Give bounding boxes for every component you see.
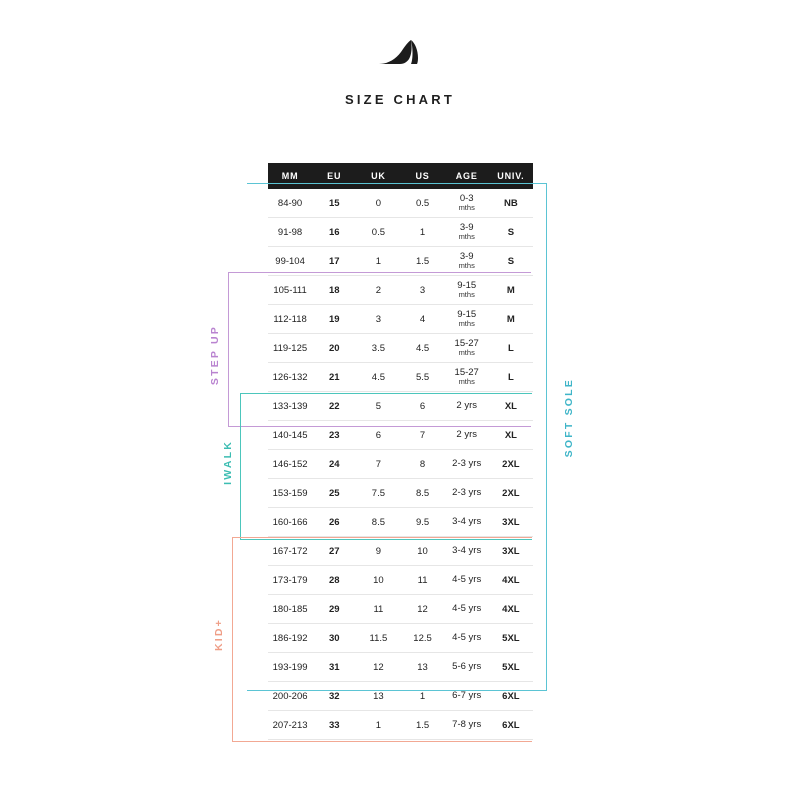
size-chart-table [268,163,533,740]
cell-us: 1.5 [400,247,444,276]
cell-eu: 20 [312,334,356,363]
cell-age [445,566,489,595]
cell-eu: 29 [312,595,356,624]
cell-us: 3 [400,276,444,305]
cell-univ: XL [489,392,533,421]
table-row [268,537,533,566]
cell-us: 8.5 [400,479,444,508]
table-row [268,305,533,334]
table-row [268,421,533,450]
bracket-label-soft-sole: SOFT SOLE [563,378,575,458]
column-header-mm: MM [268,163,312,189]
cell-univ: 4XL [489,595,533,624]
cell-age [445,595,489,624]
cell-univ: 6XL [489,711,533,740]
cell-univ: 3XL [489,537,533,566]
age-main: 4-5 yrs [452,603,482,615]
table-row [268,479,533,508]
cell-age [445,363,489,392]
age-main: 15-27 [454,338,479,350]
brand-logo [0,38,800,68]
cell-age [445,334,489,363]
table-row [268,392,533,421]
table-row [268,218,533,247]
cell-uk: 2 [356,276,400,305]
age-main: 2 yrs [456,429,477,441]
cell-age [445,392,489,421]
cell-us: 1 [400,218,444,247]
cell-us: 8 [400,450,444,479]
age-main: 3-4 yrs [452,516,482,528]
age-main: 9-15 [457,309,477,321]
cell-mm: 133-139 [268,392,312,421]
cell-uk: 4.5 [356,363,400,392]
cell-age [445,508,489,537]
table-row [268,682,533,711]
cell-mm: 173-179 [268,566,312,595]
cell-univ: M [489,276,533,305]
cell-eu: 25 [312,479,356,508]
table-row [268,247,533,276]
cell-us: 4.5 [400,334,444,363]
age-unit: mths [458,261,475,271]
table-body [268,189,533,740]
cell-uk: 12 [356,653,400,682]
cell-uk: 9 [356,537,400,566]
cell-eu: 28 [312,566,356,595]
age-main: 2-3 yrs [452,458,482,470]
cell-univ: 6XL [489,682,533,711]
age-main: 6-7 yrs [452,690,482,702]
cell-univ: 2XL [489,479,533,508]
column-header-uk: UK [356,163,400,189]
cell-age [445,450,489,479]
size-chart-table-wrap [268,163,533,740]
table-row [268,508,533,537]
table-row [268,450,533,479]
cell-age [445,247,489,276]
cell-mm: 186-192 [268,624,312,653]
table-row [268,595,533,624]
age-main: 9-15 [457,280,477,292]
cell-eu: 31 [312,653,356,682]
table-row [268,566,533,595]
cell-us: 10 [400,537,444,566]
table-row [268,334,533,363]
cell-age [445,711,489,740]
cell-mm: 207-213 [268,711,312,740]
cell-uk: 13 [356,682,400,711]
cell-uk: 8.5 [356,508,400,537]
cell-mm: 126-132 [268,363,312,392]
cell-univ: 5XL [489,653,533,682]
cell-mm: 153-159 [268,479,312,508]
cell-univ: NB [489,189,533,218]
cell-mm: 146-152 [268,450,312,479]
age-main: 2-3 yrs [452,487,482,499]
cell-uk: 1 [356,247,400,276]
age-unit: mths [458,348,475,358]
cell-age [445,479,489,508]
cell-us: 12.5 [400,624,444,653]
bracket-label-kid-plus: KID+ [213,618,225,652]
cell-us: 11 [400,566,444,595]
cell-mm: 167-172 [268,537,312,566]
cell-mm: 180-185 [268,595,312,624]
age-main: 5-6 yrs [452,661,482,673]
age-main: 7-8 yrs [452,719,482,731]
cell-eu: 30 [312,624,356,653]
cell-uk: 11 [356,595,400,624]
table-row [268,363,533,392]
table-header [268,163,533,189]
column-header-age: AGE [445,163,489,189]
age-main: 2 yrs [456,400,477,412]
cell-univ: S [489,247,533,276]
cell-us: 12 [400,595,444,624]
cell-eu: 32 [312,682,356,711]
bracket-label-step-up: STEP UP [209,325,221,386]
age-unit: mths [458,203,475,213]
table-header-row [268,163,533,189]
cell-age [445,653,489,682]
cell-mm: 193-199 [268,653,312,682]
cell-age [445,537,489,566]
cell-univ: XL [489,421,533,450]
age-main: 0-3 [459,193,474,205]
table-row [268,189,533,218]
cell-eu: 24 [312,450,356,479]
cell-univ: L [489,363,533,392]
column-header-eu: EU [312,163,356,189]
age-unit: mths [458,377,475,387]
cell-mm: 99-104 [268,247,312,276]
cell-uk: 1 [356,711,400,740]
age-unit: mths [458,290,475,300]
cell-uk: 3 [356,305,400,334]
table-row [268,653,533,682]
cell-uk: 0.5 [356,218,400,247]
cell-age [445,189,489,218]
age-unit: mths [458,232,475,242]
cell-uk: 7 [356,450,400,479]
bracket-label-iwalk: IWALK [222,440,234,485]
cell-univ: 3XL [489,508,533,537]
column-header-univ: UNIV. [489,163,533,189]
cell-age [445,682,489,711]
cell-uk: 6 [356,421,400,450]
cell-eu: 16 [312,218,356,247]
column-header-us: US [400,163,444,189]
cell-eu: 26 [312,508,356,537]
cell-age [445,305,489,334]
cell-eu: 17 [312,247,356,276]
table-row [268,624,533,653]
cell-eu: 21 [312,363,356,392]
age-main: 3-9 [459,251,474,263]
cell-eu: 19 [312,305,356,334]
cell-eu: 33 [312,711,356,740]
cell-uk: 11.5 [356,624,400,653]
cell-us: 5.5 [400,363,444,392]
cell-mm: 112-118 [268,305,312,334]
table-row [268,276,533,305]
cell-univ: 5XL [489,624,533,653]
cell-age [445,624,489,653]
age-main: 3-9 [459,222,474,234]
cell-uk: 3.5 [356,334,400,363]
cell-us: 1.5 [400,711,444,740]
cell-eu: 18 [312,276,356,305]
cell-us: 9.5 [400,508,444,537]
cell-eu: 15 [312,189,356,218]
cell-us: 7 [400,421,444,450]
cell-us: 0.5 [400,189,444,218]
cell-mm: 160-166 [268,508,312,537]
cell-uk: 7.5 [356,479,400,508]
cell-uk: 5 [356,392,400,421]
age-main: 3-4 yrs [452,545,482,557]
age-main: 4-5 yrs [452,574,482,586]
cell-mm: 91-98 [268,218,312,247]
cell-univ: M [489,305,533,334]
cell-mm: 200-206 [268,682,312,711]
cell-age [445,421,489,450]
cell-us: 4 [400,305,444,334]
cell-uk: 0 [356,189,400,218]
cell-mm: 119-125 [268,334,312,363]
cell-age [445,276,489,305]
cell-eu: 27 [312,537,356,566]
cell-us: 6 [400,392,444,421]
cell-univ: S [489,218,533,247]
cell-eu: 23 [312,421,356,450]
page-title: SIZE CHART [345,92,455,107]
age-main: 15-27 [454,367,479,379]
table-row [268,711,533,740]
cell-us: 1 [400,682,444,711]
cell-age [445,218,489,247]
cell-univ: 4XL [489,566,533,595]
cell-mm: 105-111 [268,276,312,305]
cell-uk: 10 [356,566,400,595]
age-main: 4-5 yrs [452,632,482,644]
cell-mm: 140-145 [268,421,312,450]
age-unit: mths [458,319,475,329]
cell-univ: L [489,334,533,363]
cell-univ: 2XL [489,450,533,479]
cell-eu: 22 [312,392,356,421]
cell-mm: 84-90 [268,189,312,218]
cell-us: 13 [400,653,444,682]
